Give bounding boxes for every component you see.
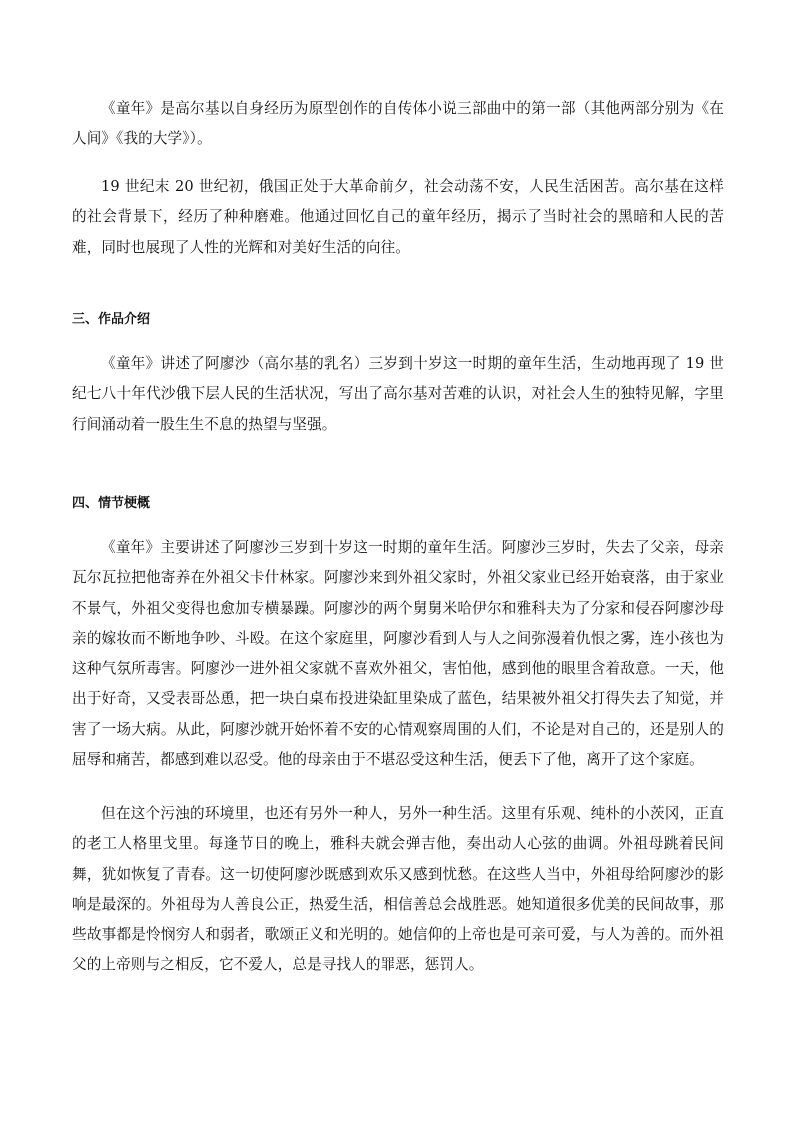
- paragraph-plot-summary-1: 《童年》主要讲述了阿廖沙三岁到十岁这一时期的童年生活。阿廖沙三岁时，失去了父亲，母亲瓦尔瓦拉把他寄养在外祖父卡什林家。阿廖沙来到外祖父家时，外祖父家业已经开始衰落，由于家业不景气，外祖父变得也愈加专横暴躁。阿廖沙的两个舅舅米哈伊尔和雅科夫为了分家和侵吞阿廖沙母亲的嫁妆而不断地争吵、斗殴。在这个家庭里，阿廖沙看到人与人之间弥漫着仇恨之雾，连小孩也为这种气氛所毒害。阿廖沙一进外祖父家就不喜欢外祖父，害怕他，感到他的眼里含着敌意。一天，他出于好奇，又受表哥怂恿，把一块白桌布投进染缸里染成了蓝色，结果被外祖父打得失去了知觉，并害了一场大病。从此，阿廖沙就开始怀着不安的心情观察周围的人们，不论是对自己的，还是别人的屈辱和痛苦，都感到难以忍受。他的母亲由于不堪忍受这种生活，便丢下了他，离开了这个家庭。: [72, 539, 724, 769]
- paragraph-plot-summary-2: 但在这个污浊的环境里，也还有另外一种人，另外一种生活。这里有乐观、纯朴的小茨冈，正直的老工人格里戈里。每逢节日的晚上，雅科夫就会弹吉他，奏出动人心弦的曲调。外祖母跳着民间舞，犹如恢复了青春。这一切使阿廖沙既感到欢乐又感到忧愁。在这些人当中，外祖母给阿廖沙的影响是最深的。外祖母为人善良公正，热爱生活，相信善总会战胜恶。她知道很多优美的民间故事，那些故事都是怜悯穷人和弱者，歌颂正义和光明的。她信仰的上帝也是可亲可爱，与人为善的。而外祖父的上帝则与之相反，它不爱人，总是寻找人的罪恶，惩罚人。: [72, 805, 724, 974]
- paragraph-work-introduction: 《童年》讲述了阿廖沙（高尔基的乳名）三岁到十岁这一时期的童年生活，生动地再现了 19 世纪七八十年代沙俄下层人民的生活状况，写出了高尔基对苦难的认识，对社会人生的独特见解，字里行间涌动着一股生生不息的热望与坚强。: [72, 355, 724, 433]
- heading-work-introduction: 三、作品介绍: [72, 312, 151, 327]
- paragraph-intro-trilogy: 《童年》是高尔基以自身经历为原型创作的自传体小说三部曲中的第一部（其他两部分别为《在人间》《我的大学》）。: [72, 100, 724, 148]
- heading-plot-summary: 四、情节梗概: [72, 496, 151, 511]
- paragraph-background: 19 世纪末 20 世纪初，俄国正处于大革命前夕，社会动荡不安，人民生活困苦。高尔基在这样的社会背景下，经历了种种磨难。他通过回忆自己的童年经历，揭示了当时社会的黑暗和人民的苦难，同时也展现了人性的光辉和对美好生活的向往。: [72, 178, 724, 256]
